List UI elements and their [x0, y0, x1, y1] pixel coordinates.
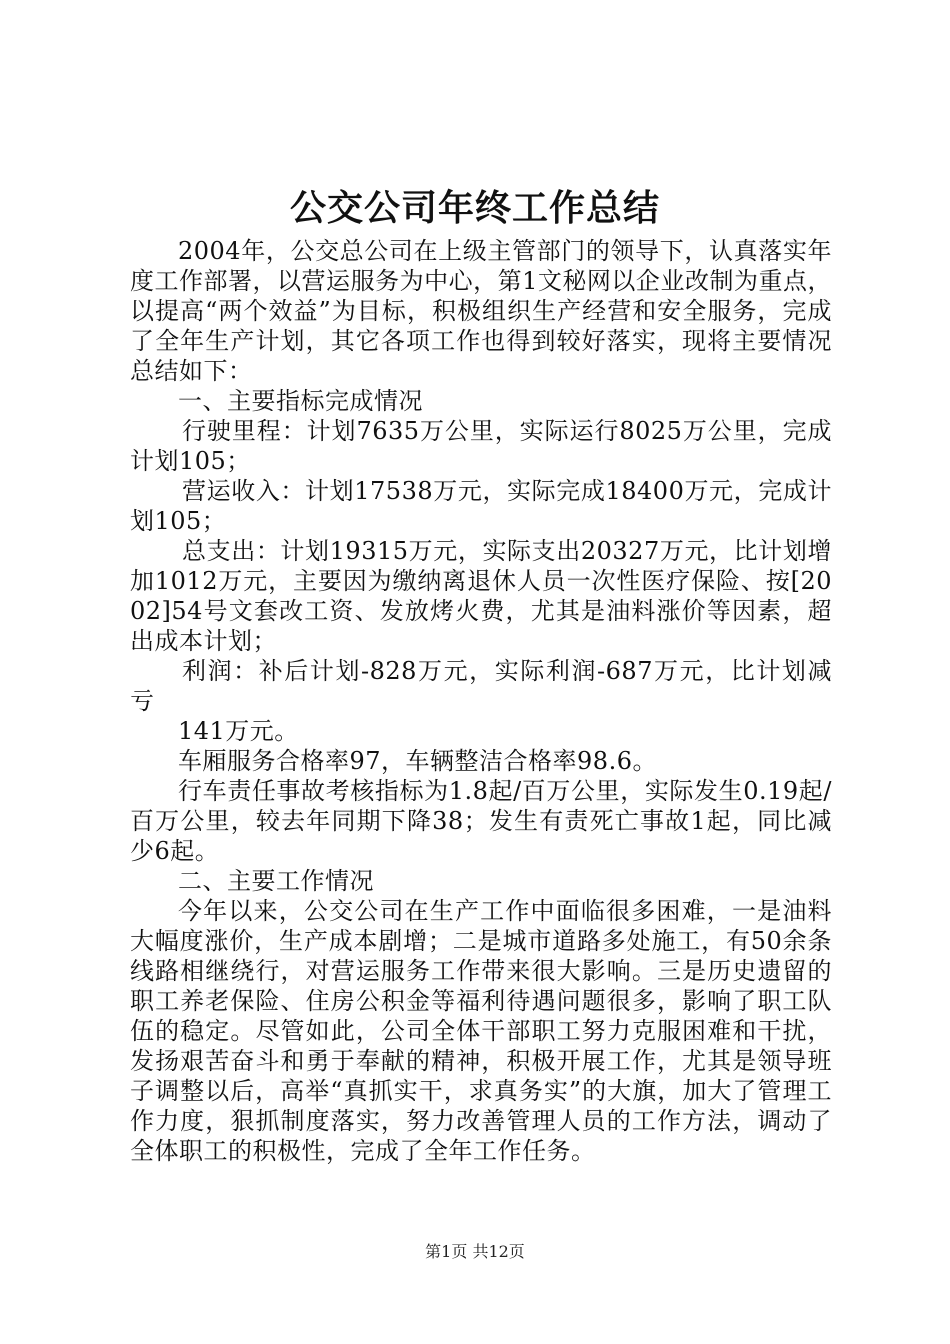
page-number-footer: 第1页 共12页 [425, 1242, 525, 1261]
paragraph-work-summary: 今年以来，公交公司在生产工作中面临很多困难，一是油料大幅度涨价，生产成本剧增；二是城市道路多处施工，有50余条线路相继绕行，对营运服务工作带来很大影响。三是历史遗留的职工养老保险、住房公积金等福利待遇问题很多，影响了职工队伍的稳定。尽管如此，公司全体干部职工努力克服困难和干扰，发扬艰苦奋斗和勇于奉献的精神，积极开展工作，尤其是领导班子调整以后，高举“真抓实干，求真务实”的大旗，加大了管理工作力度，狠抓制度落实，努力改善管理人员的工作方法，调动了全体职工的积极性，完成了全年工作任务。 [130, 897, 832, 1165]
paragraph-expenditure: 总支出：计划19315万元，实际支出20327万元，比计划增加1012万元，主要因为缴纳离退休人员一次性医疗保险、按[2002]54号文套改工资、发放烤火费，尤其是油料涨价等因素，超出成本计划； [130, 537, 832, 655]
paragraph-accidents: 行车责任事故考核指标为1.8起/百万公里，实际发生0.19起/百万公里，较去年同期下降38；发生有责死亡事故1起，同比减少6起。 [130, 777, 832, 865]
document-body [130, 236, 832, 1166]
paragraph-revenue: 营运收入：计划17538万元，实际完成18400万元，完成计划105； [130, 477, 832, 535]
paragraph-profit-continued: 141万元。 [178, 717, 299, 745]
paragraph-mileage: 行驶里程：计划7635万公里，实际运行8025万公里，完成计划105； [130, 417, 832, 475]
section-heading-work: 二、主要工作情况 [178, 867, 374, 895]
document-title: 公交公司年终工作总结 [289, 187, 660, 229]
paragraph-service-rate: 车厢服务合格率97，车辆整洁合格率98.6。 [178, 747, 657, 775]
paragraph-intro: 2004年，公交总公司在上级主管部门的领导下，认真落实年度工作部署，以营运服务为中心，第1文秘网以企业改制为重点，以提高“两个效益”为目标，积极组织生产经营和安全服务，完成了全年生产计划，其它各项工作也得到较好落实，现将主要情况总结如下： [130, 237, 832, 385]
section-heading-indicators: 一、主要指标完成情况 [178, 387, 423, 415]
paragraph-profit: 利润：补后计划-828万元，实际利润-687万元，比计划减亏 [130, 657, 832, 715]
